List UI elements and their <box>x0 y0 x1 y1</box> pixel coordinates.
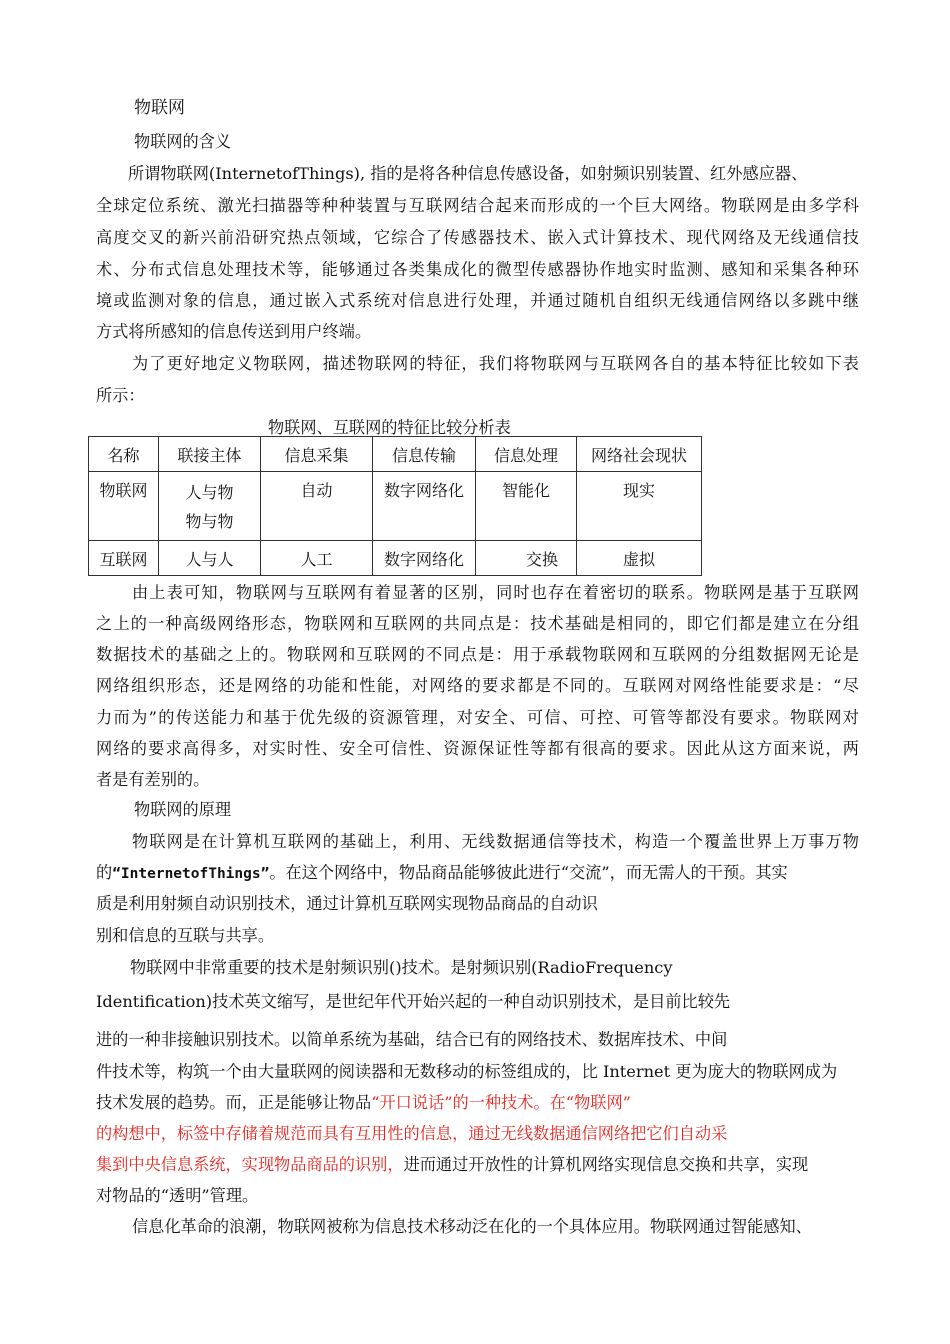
table-header-cell: 网络社会现状 <box>577 437 702 472</box>
table-cell-line: 人与物 <box>185 483 234 502</box>
table-header-cell: 信息传输 <box>373 437 476 472</box>
paragraph-line: 力而为”的传送能力和基于优先级的资源管理，对安全、可信、可控、可管等都没有要求。物联网对 <box>96 708 859 727</box>
table-cell: 人与人 <box>159 541 261 576</box>
paragraph-line: 进的一种非接触识别技术。以简单系统为基础，结合已有的网络技术、数据库技术、中间 <box>96 1030 728 1049</box>
table-cell: 交换 <box>476 541 577 576</box>
paragraph-line: 高度交叉的新兴前沿研究热点领域，它综合了传感器技术、嵌入式计算技术、现代网络及无线通信技 <box>96 228 859 247</box>
text-run: 。在这个网络中，物品商品能够彼此进行“交流”，而无需人的干预。其实 <box>269 863 788 882</box>
paragraph-line: 网络的要求高得多，对实时性、安全可信性、资源保证性等都有很高的要求。因此从这方面来说，两 <box>96 739 859 758</box>
paragraph-line: 物联网是在计算机互联网的基础上，利用、无线数据通信等技术，构造一个覆盖世界上万事万物 <box>132 832 859 851</box>
table-cell: 物联网 <box>89 472 159 541</box>
paragraph-line <box>96 1155 808 1175</box>
text-run: 进而通过开放性的计算机网络实现信息交换和共享，实现 <box>403 1155 809 1174</box>
table-row <box>89 472 702 541</box>
text-run: 技术发展的趋势。而，正是能够让物品 <box>96 1093 372 1112</box>
table-header-cell: 名称 <box>89 437 159 472</box>
paragraph-line: 术、分布式信息处理技术等，能够通过各类集成化的微型传感器协作地实时监测、感知和采集各种环 <box>96 260 859 279</box>
table-header-row <box>89 437 702 472</box>
paragraph-line: 信息化革命的浪潮，物联网被称为信息技术移动泛在化的一个具体应用。物联网通过智能感知、 <box>132 1217 812 1236</box>
paragraph-line: 由上表可知，物联网与互联网有着显著的区别，同时也存在着密切的联系。物联网是基于互联网 <box>132 583 859 602</box>
paragraph-line: 数据技术的基础之上的。物联网和互联网的不同点是：用于承载物联网和互联网的分组数据网无论是 <box>96 645 859 664</box>
table-cell: 互联网 <box>89 541 159 576</box>
table-cell: 智能化 <box>476 472 577 541</box>
table-cell <box>159 472 261 541</box>
table-cell: 数字网络化 <box>373 472 476 541</box>
paragraph-line: 所示： <box>96 386 145 405</box>
table-cell: 自动 <box>261 472 373 541</box>
comparison-table <box>88 436 702 576</box>
section-heading-principle: 物联网的原理 <box>134 800 232 819</box>
table-cell-line: 物与物 <box>185 512 234 531</box>
table-header-cell: 联接主体 <box>159 437 261 472</box>
paragraph-line: 之上的一种高级网络形态，物联网和互联网的共同点是：技术基础是相同的，即它们都是建立在分组 <box>96 614 859 633</box>
paragraph-line: 对物品的“透明”管理。 <box>96 1186 259 1205</box>
highlighted-text: 的构想中，标签中存储着规范而具有互用性的信息，通过无线数据通信网络把它们自动采 <box>96 1124 728 1143</box>
paragraph-line <box>96 863 788 884</box>
paragraph-line: 为了更好地定义物联网，描述物联网的特征，我们将物联网与互联网各自的基本特征比较如下表 <box>132 354 859 373</box>
paragraph-line: 网络组织形态，还是网络的功能和性能，对网络的要求都是不同的。互联网对网络性能要求是：“尽 <box>96 676 859 695</box>
table-row <box>89 541 702 576</box>
table-header-cell: 信息处理 <box>476 437 577 472</box>
table-cell: 虚拟 <box>577 541 702 576</box>
paragraph-line <box>96 1093 631 1113</box>
table-caption: 物联网、互联网的特征比较分析表 <box>268 418 511 437</box>
table-cell: 现实 <box>577 472 702 541</box>
section-heading-meaning: 物联网的含义 <box>134 132 232 151</box>
table-header-cell: 信息采集 <box>261 437 373 472</box>
paragraph-line: Identification)技术英文缩写，是世纪年代开始兴起的一种自动识别技术，是目前比较先 <box>96 992 731 1011</box>
paragraph-line: 境或监测对象的信息，通过嵌入式系统对信息进行处理，并通过随机自组织无线通信网络以多跳中继 <box>96 291 859 310</box>
text-run: 的 <box>96 863 113 882</box>
highlighted-text: “开口说话”的一种技术。在“物联网” <box>371 1093 631 1112</box>
paragraph-line: 全球定位系统、激光扫描器等种种装置与互联网结合起来而形成的一个巨大网络。物联网是由多学科 <box>96 196 859 215</box>
paragraph-line: 所谓物联网(InternetofThings), 指的是将各种信息传感设备，如射频识别装置、红外感应器、 <box>128 164 808 183</box>
paragraph-line: 别和信息的互联与共享。 <box>96 926 275 945</box>
text-run-mono: “InternetofThings” <box>112 866 270 882</box>
document-title: 物联网 <box>134 98 185 118</box>
highlighted-text: 集到中央信息系统，实现物品商品的识别， <box>96 1155 404 1174</box>
paragraph-line: 方式将所感知的信息传送到用户终端。 <box>96 322 372 341</box>
table-cell: 数字网络化 <box>373 541 476 576</box>
paragraph-line: 者是有差别的。 <box>96 770 210 789</box>
paragraph-line: 件技术等，构筑一个由大量联网的阅读器和无数移动的标签组成的，比 Internet 更为庞大的物联网成为 <box>96 1062 838 1081</box>
paragraph-line: 质是利用射频自动识别技术，通过计算机互联网实现物品商品的自动识 <box>96 894 598 913</box>
table-cell: 人工 <box>261 541 373 576</box>
paragraph-line: 物联网中非常重要的技术是射频识别()技术。是射频识别(RadioFrequency <box>130 958 673 977</box>
